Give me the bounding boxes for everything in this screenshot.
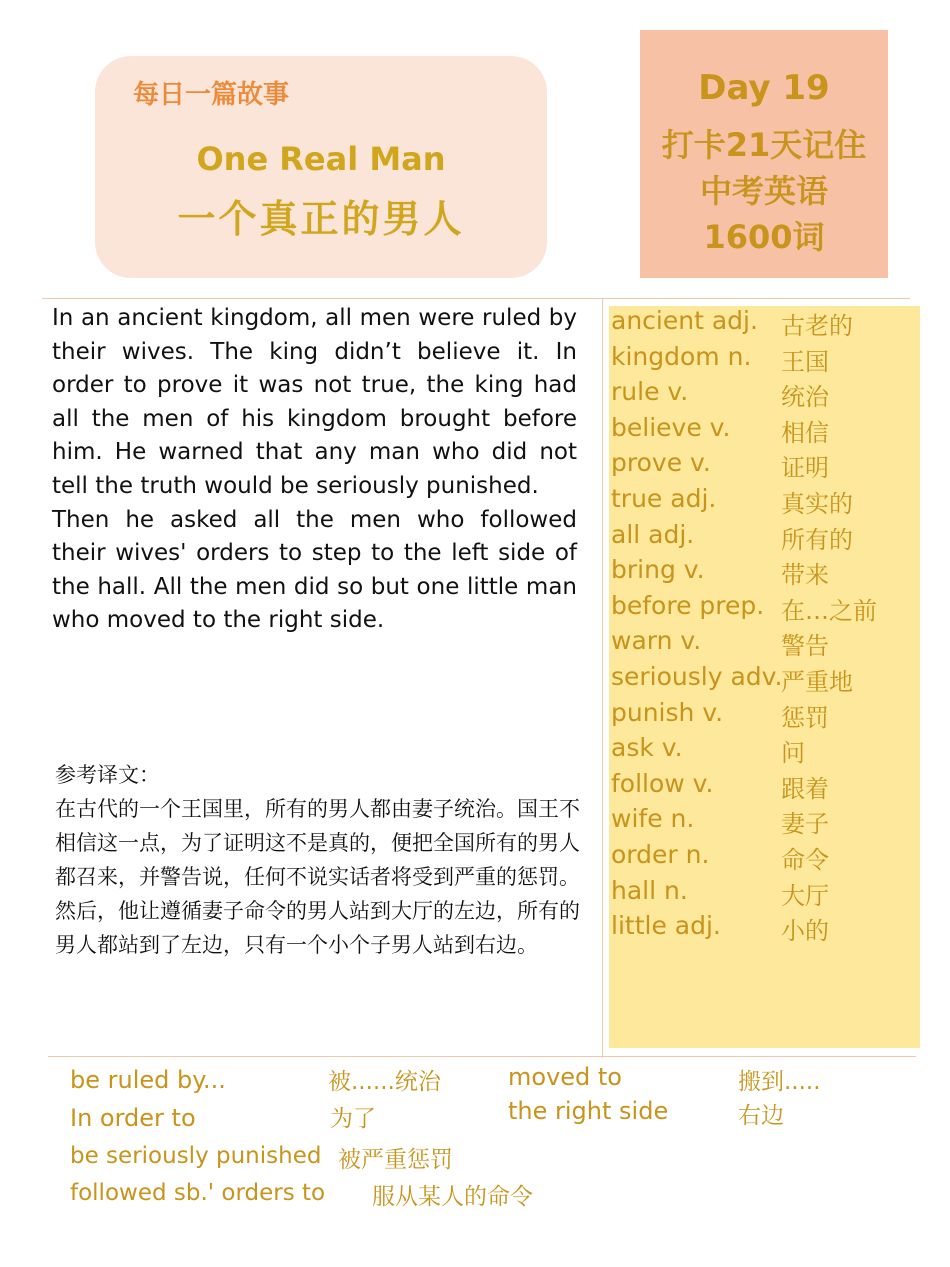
vocab-meaning: 惩罚 — [781, 703, 829, 732]
vocab-meaning: 命令 — [781, 846, 829, 874]
vocab-item — [609, 520, 920, 556]
translation-paragraph-2: 然后，他让遵循妻子命令的男人站到大厅的左边，所有的男人都站到了左边，只有一个小个子男人站到右边。 — [55, 899, 580, 957]
phrase-2: In order to — [70, 1104, 196, 1132]
vocab-word: follow v. — [611, 768, 714, 798]
day-caption-3: 1600词 — [703, 218, 825, 256]
vocab-meaning: 王国 — [781, 347, 829, 376]
story-title-en: One Real Man — [196, 140, 446, 178]
vocab-meaning: 古老的 — [781, 312, 853, 340]
vocab-meaning: 带来 — [781, 561, 829, 590]
vocab-word: little adj. — [611, 911, 721, 941]
story-paragraph-1: In an ancient kingdom, all men were ruled by their wives. The king didn’t believe it. In order to prove it was not true, the king had all the men of his kingdom brought before him. He warned that any man who did not tell the truth would be seriously punished. — [52, 305, 577, 499]
vocab-item — [609, 591, 920, 627]
vocab-item — [609, 876, 920, 912]
vocab-word: seriously adv. — [611, 662, 783, 691]
series-label: 每日一篇故事 — [133, 80, 290, 110]
day-caption-2: 中考英语 — [699, 172, 828, 210]
vocab-item — [609, 662, 920, 698]
phrase-1-meaning: 被......统治 — [328, 1069, 441, 1095]
vocab-word: kingdom n. — [611, 341, 752, 371]
vocab-word: hall n. — [611, 875, 688, 905]
day-card — [640, 30, 888, 278]
vocab-meaning: 小的 — [781, 917, 829, 946]
vertical-divider — [602, 298, 603, 1058]
phrase-2-meaning: 为了 — [330, 1106, 376, 1132]
phrase-3: be seriously punished — [70, 1143, 322, 1169]
vocab-word: true adj. — [611, 484, 717, 513]
vocab-meaning: 所有的 — [781, 525, 853, 554]
vocab-word: wife n. — [611, 804, 695, 834]
phrase-4-meaning: 服从某人的命令 — [372, 1184, 533, 1210]
phrase-6-meaning: 右边 — [738, 1103, 784, 1129]
day-number: Day 19 — [698, 68, 830, 108]
vocab-meaning: 跟着 — [781, 774, 829, 803]
phrase-4: followed sb.' orders to — [70, 1180, 326, 1206]
vocab-meaning: 妻子 — [781, 810, 829, 839]
vocab-item — [609, 840, 920, 876]
bottom-divider — [48, 1056, 916, 1057]
vocab-meaning: 严重地 — [781, 668, 853, 696]
vocab-word: all adj. — [611, 519, 695, 549]
vocab-word: rule v. — [611, 377, 689, 407]
vocab-word: punish v. — [611, 697, 724, 727]
day-caption-1: 打卡21天记住 — [661, 126, 867, 164]
phrase-5-meaning: 搬到..... — [738, 1069, 821, 1095]
top-divider — [42, 298, 910, 299]
vocab-meaning: 问 — [781, 739, 805, 768]
story-paragraph-2: Then he asked all the men who followed their wives' orders to step to the left side of the hall. All the men did so but one little man who moved to the right side. — [52, 506, 577, 634]
translation-paragraph-1: 在古代的一个王国里，所有的男人都由妻子统治。国王不相信这一点，为了证明这不是真的，便把全国所有的男人都召来，并警告说，任何不说实话者将受到严重的惩罚。 — [55, 797, 580, 889]
title-card — [95, 56, 547, 278]
story-text — [52, 302, 577, 638]
vocab-item — [609, 306, 920, 342]
vocab-word: prove v. — [611, 448, 711, 478]
vocab-item — [609, 769, 920, 805]
vocab-word: bring v. — [611, 555, 705, 585]
vocab-meaning: 真实的 — [781, 490, 853, 518]
vocab-word: before prep. — [611, 590, 765, 620]
translation-label: 参考译文： — [55, 763, 160, 787]
phrase-3-meaning: 被严重惩罚 — [338, 1147, 453, 1173]
vocab-item — [609, 555, 920, 591]
vocab-item — [609, 377, 920, 413]
vocab-item — [609, 911, 920, 947]
vocab-meaning: 统治 — [781, 383, 829, 412]
vocab-word: order n. — [611, 840, 710, 869]
vocab-word: warn v. — [611, 626, 702, 656]
vocab-word: ask v. — [611, 733, 683, 763]
vocab-item — [609, 626, 920, 662]
phrase-5: moved to — [508, 1063, 622, 1091]
vocab-item — [609, 448, 920, 484]
vocab-item — [609, 342, 920, 378]
vocab-word: ancient adj. — [611, 306, 758, 335]
vocab-meaning: 警告 — [781, 632, 829, 661]
phrase-6: the right side — [508, 1097, 669, 1125]
story-title-zh: 一个真正的男人 — [177, 197, 465, 241]
vocab-panel — [609, 306, 920, 1048]
vocab-item — [609, 484, 920, 520]
vocab-item — [609, 733, 920, 769]
vocab-meaning: 相信 — [781, 418, 829, 447]
vocab-meaning: 在…之前 — [781, 596, 877, 625]
translation-block — [55, 758, 595, 962]
vocab-item — [609, 698, 920, 734]
vocab-meaning: 证明 — [781, 454, 829, 483]
vocab-item — [609, 804, 920, 840]
vocab-word: believe v. — [611, 412, 731, 442]
vocab-item — [609, 413, 920, 449]
phrase-1: be ruled by... — [70, 1066, 226, 1094]
vocab-meaning: 大厅 — [781, 881, 829, 910]
